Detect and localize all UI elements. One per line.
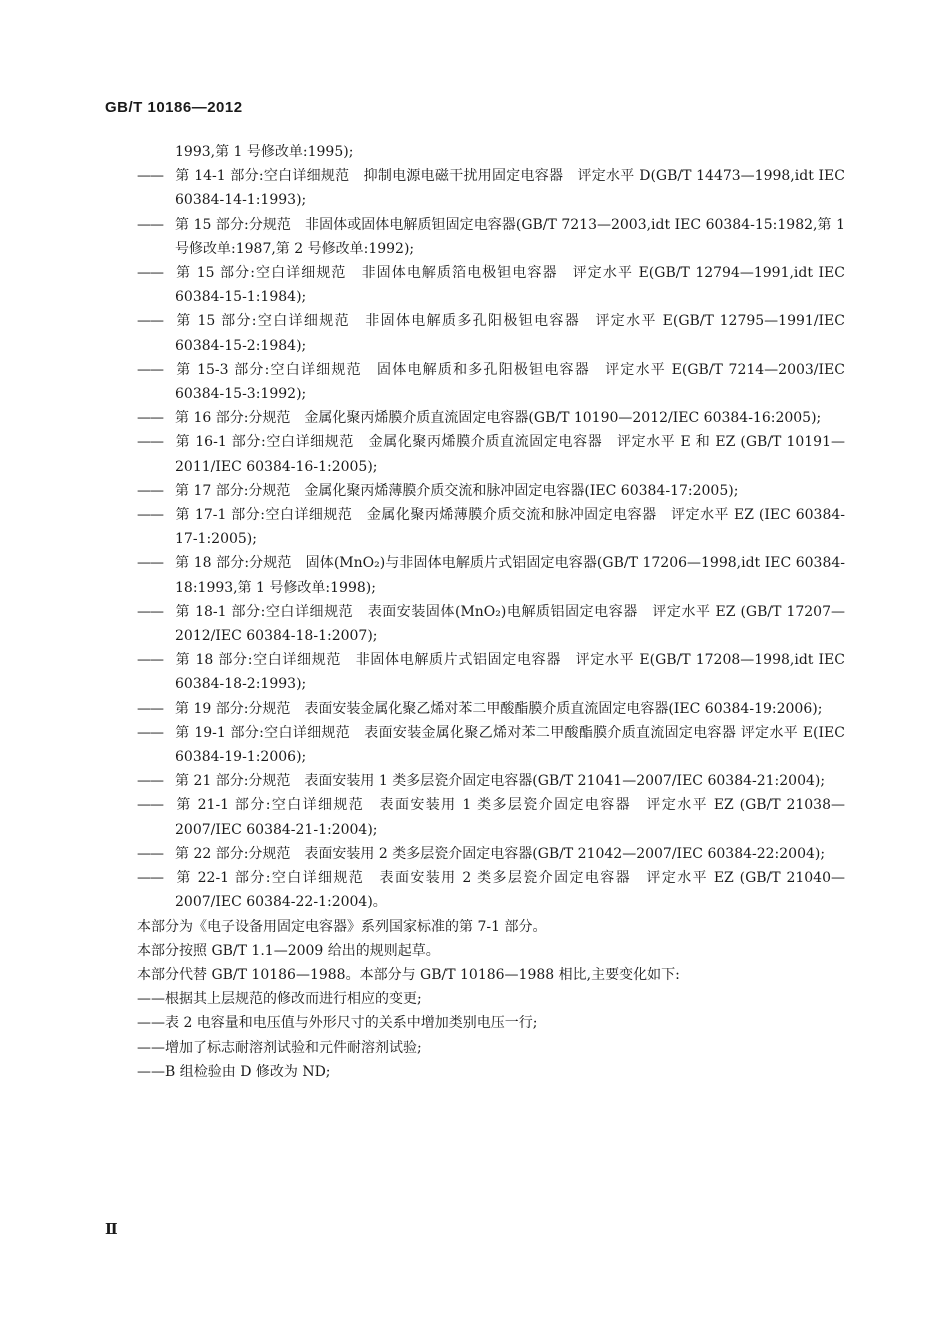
- em-dash: ——: [137, 1039, 165, 1056]
- list-item-text: 第 19 部分:分规范 表面安装金属化聚乙烯对苯二甲酸酯膜介质直流固定电容器(IEC 60384-19:2006);: [175, 700, 823, 717]
- continuation-line: 1993,第 1 号修改单:1995);: [175, 144, 354, 160]
- em-dash: ——: [137, 991, 165, 1008]
- list-item: [137, 866, 845, 914]
- list-item-text: 第 21-1 部分:空白详细规范 表面安装用 1 类多层瓷介固定电容器 评定水平 EZ (GB/T 21038—2007/IEC 60384-21-1:2004);: [175, 797, 845, 838]
- list-item-text: 第 15-3 部分:空白详细规范 固体电解质和多孔阳极钽电容器 评定水平 E(GB/T 7214—2003/IEC 60384-15-3:1992);: [175, 361, 845, 403]
- list-item: [137, 406, 845, 430]
- change-item: [137, 1011, 845, 1035]
- em-dash: ——: [137, 870, 163, 887]
- list-item-text: 第 17-1 部分:空白详细规范 金属化聚丙烯薄膜介质交流和脉冲固定电容器 评定水平 EZ (IEC 60384-17-1:2005);: [175, 507, 845, 548]
- page-number: Ⅱ: [105, 1220, 118, 1238]
- change-item: [137, 1036, 845, 1060]
- change-item: [137, 987, 845, 1011]
- list-item: [137, 430, 845, 478]
- list-item: [137, 600, 845, 648]
- em-dash: ——: [137, 482, 163, 499]
- em-dash: ——: [137, 773, 163, 790]
- list-item-text: 第 22 部分:分规范 表面安装用 2 类多层瓷介固定电容器(GB/T 21042—2007/IEC 60384-22:2004);: [175, 845, 826, 862]
- em-dash: ——: [137, 845, 163, 862]
- change-item-text: 增加了标志耐溶剂试验和元件耐溶剂试验;: [165, 1039, 422, 1056]
- list-item-text: 第 21 部分:分规范 表面安装用 1 类多层瓷介固定电容器(GB/T 21041—2007/IEC 60384-21:2004);: [175, 773, 826, 790]
- standard-number-header: GB/T 10186—2012: [105, 99, 243, 116]
- list-item: [137, 793, 845, 841]
- em-dash: ——: [137, 168, 163, 185]
- em-dash: ——: [137, 410, 163, 427]
- list-item: [137, 503, 845, 551]
- list-item-text: 第 15 部分:空白详细规范 非固体电解质多孔阳极钽电容器 评定水平 E(GB/T 12795—1991/IEC 60384-15-2:1984);: [175, 313, 845, 354]
- change-item: [137, 1060, 845, 1084]
- em-dash: ——: [137, 555, 163, 572]
- paragraph: 本部分为《电子设备用固定电容器》系列国家标准的第 7-1 部分。: [137, 918, 547, 935]
- list-item-text: 第 18-1 部分:空白详细规范 表面安装固体(MnO₂)电解质铝固定电容器 评定水平 EZ (GB/T 17207—2012/IEC 60384-18-1:2007);: [175, 603, 845, 645]
- change-item-text: 根据其上层规范的修改而进行相应的变更;: [165, 991, 422, 1008]
- list-item: [137, 769, 845, 793]
- list-item-text: 第 16-1 部分:空白详细规范 金属化聚丙烯膜介质直流固定电容器 评定水平 E 和 EZ (GB/T 10191—2011/IEC 60384-16-1:2005);: [175, 434, 845, 475]
- list-item: [137, 358, 845, 406]
- list-item-text: 第 19-1 部分:空白详细规范 表面安装金属化聚乙烯对苯二甲酸酯膜介质直流固定电容器 评定水平 E(IEC 60384-19-1:2006);: [175, 724, 845, 766]
- em-dash: ——: [137, 797, 163, 814]
- em-dash: ——: [137, 434, 163, 451]
- em-dash: ——: [137, 1015, 165, 1032]
- list-item: [137, 261, 845, 309]
- change-item-text: B 组检验由 D 修改为 ND;: [165, 1063, 331, 1080]
- em-dash: ——: [137, 603, 163, 620]
- document-body: [137, 140, 845, 1084]
- list-item-text: 第 14-1 部分:空白详细规范 抑制电源电磁干扰用固定电容器 评定水平 D(GB/T 14473—1998,idt IEC 60384-14-1:1993);: [175, 168, 845, 209]
- list-item-text: 第 16 部分:分规范 金属化聚丙烯膜介质直流固定电容器(GB/T 10190—2012/IEC 60384-16:2005);: [175, 410, 822, 427]
- changes-list: [137, 987, 845, 1084]
- list-item: [137, 697, 845, 721]
- list-item-text: 第 18 部分:分规范 固体(MnO₂)与非固体电解质片式铝固定电容器(GB/T 17206—1998,idt IEC 60384-18:1993,第 1 号修改单:1998);: [175, 555, 845, 596]
- em-dash: ——: [137, 361, 163, 378]
- list-item: [137, 213, 845, 261]
- list-item: [137, 648, 845, 696]
- em-dash: ——: [137, 724, 163, 741]
- list-item: [137, 309, 845, 357]
- em-dash: ——: [137, 216, 163, 233]
- em-dash: ——: [137, 313, 163, 330]
- list-item-text: 第 17 部分:分规范 金属化聚丙烯薄膜介质交流和脉冲固定电容器(IEC 60384-17:2005);: [175, 482, 739, 499]
- em-dash: ——: [137, 700, 163, 717]
- paragraph: 本部分按照 GB/T 1.1—2009 给出的规则起草。: [137, 942, 440, 959]
- list-item: [137, 551, 845, 599]
- list-item-text: 第 15 部分:分规范 非固体或固体电解质钽固定电容器(GB/T 7213—2003,idt IEC 60384-15:1982,第 1 号修改单:1987,第 2 号修改单:1992);: [175, 216, 845, 257]
- em-dash: ——: [137, 652, 163, 669]
- em-dash: ——: [137, 1063, 165, 1080]
- list-item-text: 第 22-1 部分:空白详细规范 表面安装用 2 类多层瓷介固定电容器 评定水平 EZ (GB/T 21040—2007/IEC 60384-22-1:2004)。: [175, 870, 845, 911]
- paragraph: 本部分代替 GB/T 10186—1988。本部分与 GB/T 10186—1988 相比,主要变化如下:: [137, 966, 680, 983]
- list-item: [137, 164, 845, 212]
- em-dash: ——: [137, 507, 163, 524]
- list-item-text: 第 15 部分:空白详细规范 非固体电解质箔电极钽电容器 评定水平 E(GB/T 12794—1991,idt IEC 60384-15-1:1984);: [175, 265, 845, 306]
- referenced-parts-list: [137, 164, 845, 914]
- change-item-text: 表 2 电容量和电压值与外形尺寸的关系中增加类别电压一行;: [165, 1015, 538, 1032]
- list-item: [137, 479, 845, 503]
- em-dash: ——: [137, 265, 163, 282]
- list-item-text: 第 18 部分:空白详细规范 非固体电解质片式铝固定电容器 评定水平 E(GB/T 17208—1998,idt IEC 60384-18-2:1993);: [175, 652, 845, 693]
- list-item: [137, 721, 845, 769]
- list-item: [137, 842, 845, 866]
